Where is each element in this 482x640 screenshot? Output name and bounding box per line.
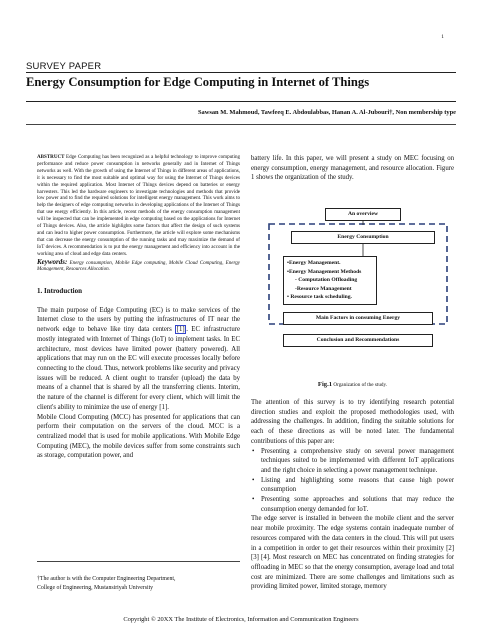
figure-list-item: • Resource task scheduling. bbox=[287, 294, 352, 301]
survey-paper-label: SURVEY PAPER bbox=[26, 62, 456, 73]
figure-caption-label: Fig.1 bbox=[317, 381, 333, 388]
footnote-rule bbox=[37, 561, 240, 562]
figure-box-main-factors: Main Factors in consuming Energy bbox=[283, 312, 433, 325]
abstract bbox=[37, 154, 240, 258]
intro-p1-end: . EC infrastructure mostly integrated with Internet of Things (IoT) to implement tasks. In EC architecture, most devices have limited power (battery powered). All applications that may run on the EC will execute processes locally before connecting to the cloud. Thus, network problems like security and privacy issues will be reduced. A client ought to transfer (upload) the data by means of a channel that is shared by all the transferring clients. Interim, the nature of the channel is different for every client, which will limit the client's ability to minimize the use of energy [1]. bbox=[37, 326, 240, 411]
section-heading-introduction: 1. Introduction bbox=[37, 286, 82, 295]
edge-server-paragraph: The edge server is installed in between the mobile client and the server near mobile proximity. The edge systems contain inadequate number of resources compared with the data centers in the cloud. This will put users in a competition in order to get their resources within their proximity [2] [3] [4]. Most research on MEC has concentrated on finding strategies for offloading in MEC so that the energy consumption, average load and total cost are minimized. There are some challenges and limitations such as providing limited power, limited storage, memory bbox=[251, 515, 454, 591]
figure-caption-text: Organization of the study. bbox=[333, 382, 388, 388]
figure-box-energy-consumption: Energy Consumption bbox=[291, 231, 435, 244]
keywords bbox=[37, 259, 240, 273]
keywords-text: Energy consumption, Mobile Edge computing, Mobile Cloud Computing, Energy Management, Resources Allocation. bbox=[37, 259, 240, 273]
keywords-label: Keywords: bbox=[37, 257, 68, 266]
page-number: 1 bbox=[441, 34, 444, 40]
right-column-body bbox=[251, 398, 454, 592]
citation-link-1[interactable]: [1] bbox=[176, 326, 185, 334]
figure-list-item: - Computation Offloading bbox=[295, 277, 358, 284]
figure-box-topics-list bbox=[283, 256, 377, 305]
figure-1-caption bbox=[251, 381, 454, 388]
author-list: Sawsan M. Mahmoud, Tawfeeq E. Abdoulabbas, Hanan A. Al-Jubouri†, Non membership type bbox=[198, 109, 456, 116]
footnote-line-2: College of Engineering, Mustansiriyah University bbox=[37, 584, 154, 591]
contributions-list bbox=[251, 447, 454, 515]
intro-paragraph-2: Mobile Cloud Computing (MCC) has presented for applications that can perform their computation on the servers of the cloud. MCC is a centralized model that is used for mobile applications. With Mobile Edge Computing (MEC), the mobile devices suffer from some constraints such as storage, computation power, and bbox=[37, 413, 240, 460]
copyright-footer: Copyright © 20XX The Institute of Electronics, Information and Communication Engineers bbox=[123, 616, 359, 623]
abstract-label: ABSTRUCT bbox=[37, 154, 65, 160]
left-column bbox=[37, 154, 240, 461]
contribution-item: • Listing and highlighting some reasons that cause high power consumption bbox=[251, 476, 454, 495]
intro-paragraph-1 bbox=[37, 306, 240, 413]
figure-1-diagram bbox=[263, 206, 463, 366]
abstract-text: Edge Computing has been recognized as a helpful technology to improve computing performance and reduce power consumption in networks generally and in Internet of Things networks as well. With the growth of using the Internet of Things in different areas of applications, it is necessary to find the most suitable and optimal way for using the Internet of Things devices within the required application. Most Internet of Things devices depend on batteries or energy harvesters. This led the hardware engineers to investigate technologies and methods that provide low power and to find the required solutions for intelligent energy management. This work aims to help the designers of edge computing networks in developing applications of the Internet of Things that use energy efficiently. In this article, recent methods of the energy consumption management will be inspected that can be implemented in edge computing based on the applications for Internet of Things devices. Also, the article highlights some factors that affect the design of such systems and can lead to higher power consumption. Furthermore, the article will explore some mechanisms that can decrease the energy consumption of the running tasks and may maximize the demand of IoT devices. A recommendation is to put the energy management and efficiency into account in the working area of cloud and edge data centers. bbox=[37, 154, 240, 257]
paper-title: Energy Consumption for Edge Computing in Internet of Things bbox=[26, 75, 370, 89]
right-column-top bbox=[251, 154, 454, 183]
figure-list-item: •Energy Management. bbox=[287, 260, 341, 266]
authors-rule bbox=[26, 124, 456, 125]
title-rule bbox=[26, 101, 456, 102]
figure-box-overview: An overview bbox=[325, 208, 401, 221]
contribution-item: • Presenting a comprehensive study on several power management techniques suited to be implemented with different IoT applications and the right choice in selecting a power management technique. bbox=[251, 447, 454, 476]
figure-list-item: -Resource Management bbox=[295, 285, 352, 292]
survey-attention-paragraph: The attention of this survey is to try identifying research potential direction studies and exploit the proposed methodologies used, with addressing the challenges. In addition, finding the suitable solutions for each of these directions as will be noted later. The fundamental contributions of this paper are: bbox=[251, 399, 454, 445]
figure-box-conclusion: Conclusion and Recommendations bbox=[283, 334, 433, 347]
intro-paragraph-continued: battery life. In this paper, we will present a study on MEC focusing on energy consumption, energy management, and resource allocation. Figure 1 shows the organization of the study. bbox=[251, 155, 454, 182]
intro-p1-start: The main purpose of Edge Computing (EC) is to make services of the Internet close to the users by putting the infrastructures of IT near the network edge to behave like tiny data centers bbox=[37, 306, 240, 334]
figure-list-item: •Energy Management Methods bbox=[287, 268, 362, 275]
contribution-item: • Presenting some approaches and solutions that may reduce the consumption energy demanded for IoT. bbox=[251, 495, 454, 514]
author-footnote bbox=[37, 575, 240, 592]
footnote-line-1: †The author is with the Computer Engineering Department, bbox=[37, 576, 176, 582]
